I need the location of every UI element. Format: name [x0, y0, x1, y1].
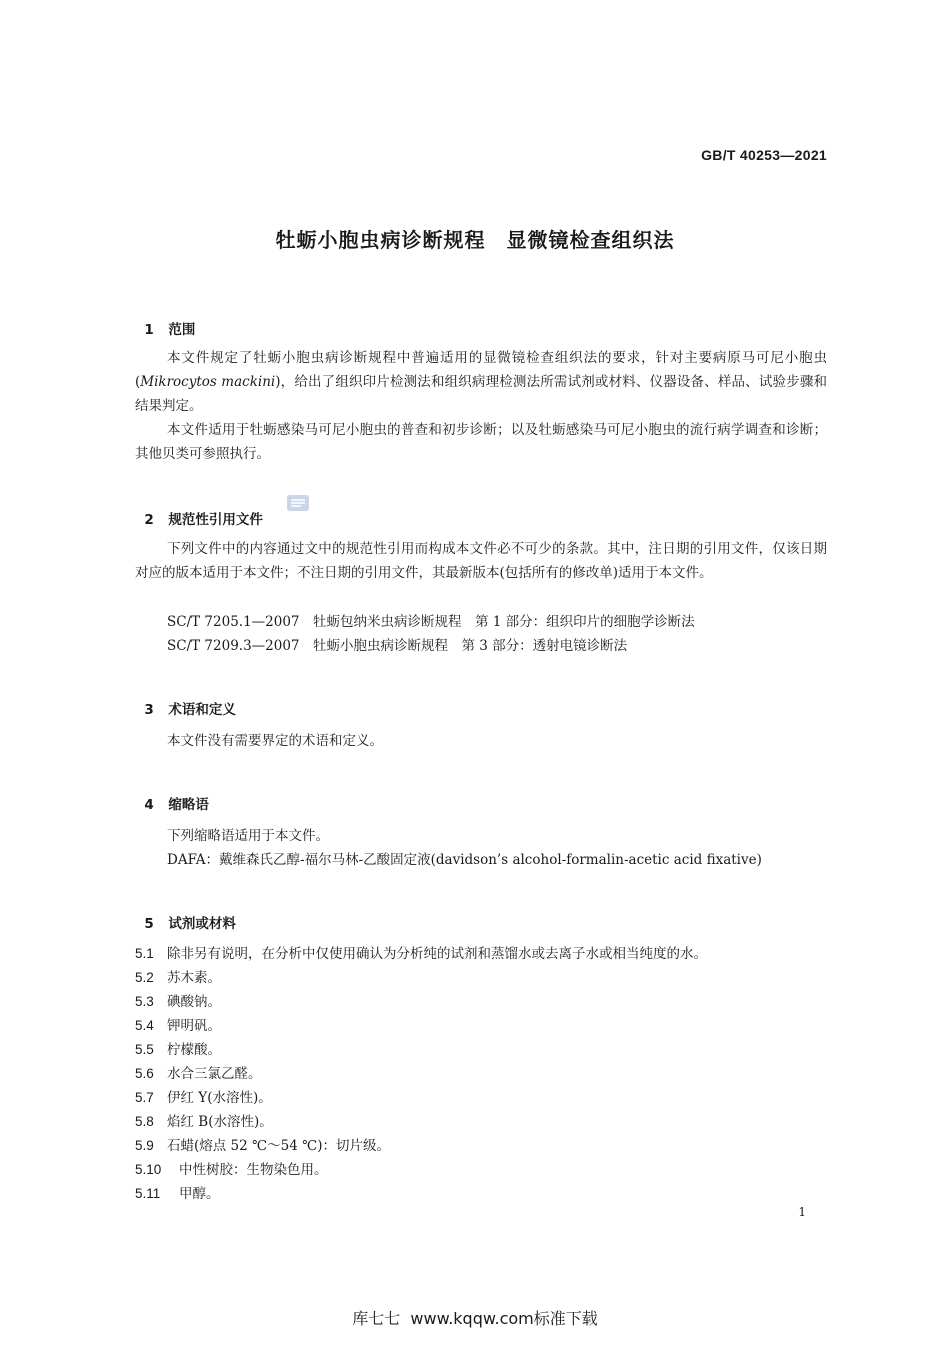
item-text: 焰红 B(水溶性)。: [167, 1114, 273, 1130]
section-heading-4: [135, 777, 209, 813]
species-name: Mikrocytos mackini: [140, 374, 276, 390]
reagent-item: [135, 1062, 262, 1082]
reagent-item: [135, 1134, 390, 1154]
item-number: 5.7: [135, 1090, 154, 1105]
scope-paragraph-1: [135, 346, 827, 418]
item-number: 5.8: [135, 1114, 154, 1129]
reagent-item: [135, 1110, 273, 1130]
item-text: 水合三氯乙醛。: [167, 1066, 262, 1082]
section-title: 范围: [168, 322, 196, 338]
reference-item: SC/T 7205.1—2007 牡蛎包纳米虫病诊断规程 第 1 部分：组织印片的细胞学诊断法: [167, 614, 695, 630]
item-text: 柠檬酸。: [167, 1042, 221, 1058]
item-number: 5.9: [135, 1138, 154, 1153]
section-number: 5: [144, 916, 154, 932]
reagent-item: [135, 1014, 221, 1034]
item-number: 5.1: [135, 946, 154, 961]
item-number: 5.4: [135, 1018, 154, 1033]
footer-watermark: 库七七 www.kqqw.com标准下载: [352, 1309, 598, 1328]
item-text: 钾明矾。: [167, 1018, 221, 1034]
section-heading-5: [135, 896, 236, 932]
reagent-item: [135, 966, 221, 986]
abbreviation-dafa: DAFA：戴维森氏乙醇-福尔马林-乙酸固定液(davidson’s alcohol-formalin-acetic acid fixative): [167, 852, 762, 868]
section-heading-3: [135, 682, 236, 718]
item-text: 中性树胶：生物染色用。: [179, 1162, 328, 1178]
reagent-item: [135, 942, 707, 962]
item-number: 5.2: [135, 970, 154, 985]
section-number: 4: [144, 797, 154, 813]
abbreviations-intro: 下列缩略语适用于本文件。: [167, 828, 329, 844]
item-text: 除非另有说明，在分析中仅使用确认为分析纯的试剂和蒸馏水或去离子水或相当纯度的水。: [167, 946, 707, 962]
page-number: 1: [798, 1205, 806, 1219]
document-title: 牡蛎小胞虫病诊断规程 显微镜检查组织法: [275, 228, 675, 252]
standard-code: GB/T 40253—2021: [701, 147, 827, 163]
item-text: 碘酸钠。: [167, 994, 221, 1010]
section-number: 2: [144, 512, 154, 528]
terms-text: 本文件没有需要界定的术语和定义。: [167, 733, 383, 749]
item-number: 5.10: [135, 1162, 162, 1177]
scope-paragraph-2: 本文件适用于牡蛎感染马可尼小胞虫的普查和初步诊断；以及牡蛎感染马可尼小胞虫的流行病学调查和诊断；其他贝类可参照执行。: [135, 422, 827, 462]
section-heading-1: [135, 302, 195, 338]
section-title: 规范性引用文件: [168, 512, 263, 528]
item-number: 5.5: [135, 1042, 154, 1057]
references-intro: 下列文件中的内容通过文中的规范性引用而构成本文件必不可少的条款。其中，注日期的引用文件，仅该日期对应的版本适用于本文件；不注日期的引用文件，其最新版本(包括所有的修改单)适用于本文件。: [135, 541, 827, 581]
reference-item: SC/T 7209.3—2007 牡蛎小胞虫病诊断规程 第 3 部分：透射电镜诊断法: [167, 638, 628, 654]
scope-text: )，给出了组织印片检测法和组织病理检测法所需试剂或材料、仪器设备、样品、试验步骤和结果判定。: [135, 374, 827, 414]
watermark-logo-icon: [286, 493, 310, 513]
reagent-item: [135, 1158, 328, 1178]
item-number: 5.3: [135, 994, 154, 1009]
item-text: 甲醇。: [179, 1186, 220, 1202]
reagent-item: [135, 990, 221, 1010]
section-heading-2: [135, 492, 263, 528]
section-title: 试剂或材料: [168, 916, 236, 932]
item-text: 苏木素。: [167, 970, 221, 986]
item-text: 石蜡(熔点 52 ℃～54 ℃)：切片级。: [167, 1138, 390, 1154]
reagent-item: [135, 1182, 220, 1202]
section-title: 术语和定义: [168, 702, 236, 718]
item-number: 5.6: [135, 1066, 154, 1081]
scope-text: 本文件规定了牡蛎小胞虫病诊断规程中普遍适用的显微镜检查组织法的要求，针对主要病原马可尼小胞虫(: [135, 350, 827, 390]
section-number: 3: [144, 702, 154, 718]
section-number: 1: [144, 322, 154, 338]
section-title: 缩略语: [168, 797, 209, 813]
reagent-item: [135, 1038, 221, 1058]
item-number: 5.11: [135, 1186, 161, 1201]
item-text: 伊红 Y(水溶性)。: [167, 1090, 272, 1106]
reagent-item: [135, 1086, 272, 1106]
